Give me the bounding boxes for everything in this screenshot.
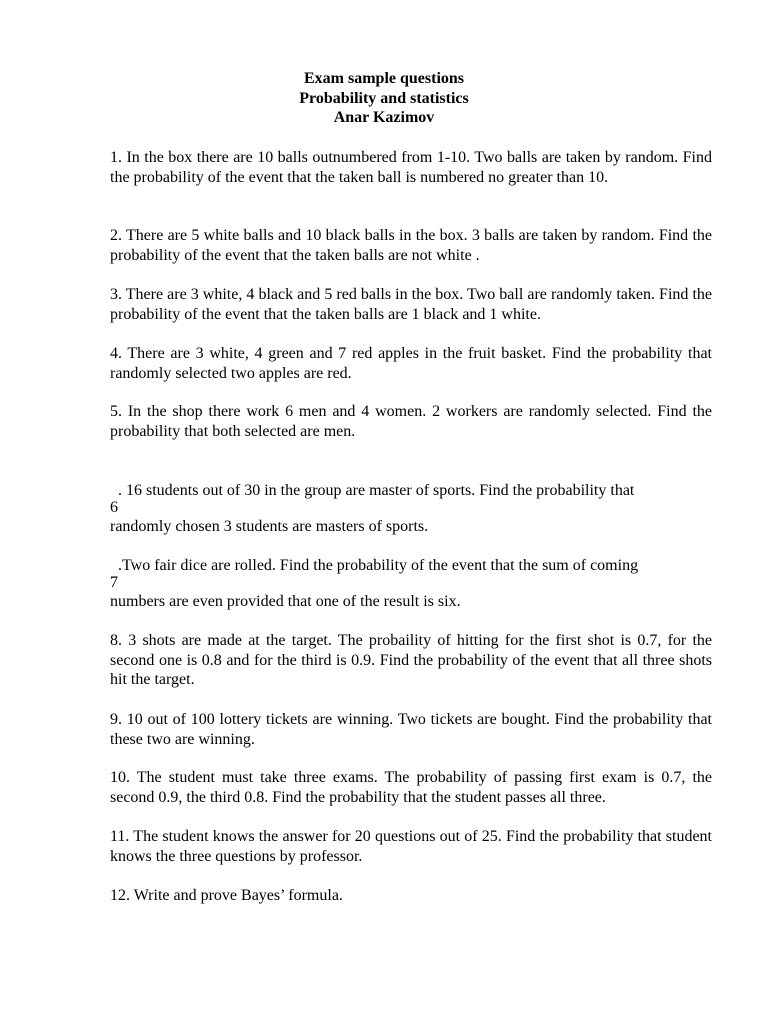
question-11-text: 11. The student knows the answer for 20 questions out of 25. Find the probability that student knows the three questions by professor. bbox=[110, 828, 712, 865]
question-3 bbox=[110, 285, 712, 324]
question-6-line-2: randomly chosen 3 students are masters of sports. bbox=[110, 518, 429, 535]
question-7-line-1: .Two fair dice are rolled. Find the probability of the event that the sum of coming bbox=[118, 557, 639, 574]
question-2-text: 2. There are 5 white balls and 10 black balls in the box. 3 balls are taken by random. Find the probability of the event that the taken balls are not white . bbox=[110, 227, 712, 264]
question-12-text: 12. Write and prove Bayes’ formula. bbox=[110, 887, 343, 904]
question-8-text: 8. 3 shots are made at the target. The probaility of hitting for the first shot is 0.7, for the second one is 0.8 and for the third is 0.9. Find the probability of the event that all three shots hit the target. bbox=[110, 632, 712, 688]
question-10 bbox=[110, 768, 712, 807]
question-9 bbox=[110, 710, 712, 749]
document-title: Exam sample questions bbox=[303, 70, 465, 87]
question-3-text: 3. There are 3 white, 4 black and 5 red balls in the box. Two ball are randomly taken. Find the probability of the event that the taken balls are 1 black and 1 white. bbox=[110, 286, 712, 323]
question-5-text: 5. In the shop there work 6 men and 4 women. 2 workers are randomly selected. Find the probability that both selected are men. bbox=[110, 403, 712, 440]
document-author: Anar Kazimov bbox=[333, 109, 435, 126]
question-4 bbox=[110, 344, 712, 383]
document-subject: Probability and statistics bbox=[299, 89, 469, 107]
question-1 bbox=[110, 148, 712, 187]
document-header bbox=[0, 69, 768, 128]
question-2 bbox=[110, 226, 712, 265]
question-6 bbox=[110, 481, 712, 501]
question-6-line-1: . 16 students out of 30 in the group are master of sports. Find the probability that bbox=[118, 482, 635, 499]
question-7-line-2: numbers are even provided that one of the result is six. bbox=[110, 593, 461, 610]
question-4-text: 4. There are 3 white, 4 green and 7 red apples in the fruit basket. Find the probability that randomly selected two apples are red. bbox=[110, 345, 712, 382]
question-11 bbox=[110, 827, 712, 866]
question-10-text: 10. The student must take three exams. The probability of passing first exam is 0.7, the second 0.9, the third 0.8. Find the probability that the student passes all three. bbox=[110, 769, 712, 806]
question-9-text: 9. 10 out of 100 lottery tickets are winning. Two tickets are bought. Find the probability that these two are winning. bbox=[110, 711, 712, 748]
question-7-continued bbox=[110, 592, 712, 612]
question-12 bbox=[110, 886, 712, 906]
question-5 bbox=[110, 402, 712, 441]
question-1-text: 1. In the box there are 10 balls outnumbered from 1-10. Two balls are taken by random. Find the probability of the event that the taken ball is numbered no greater than 10. bbox=[110, 149, 712, 186]
question-6-continued bbox=[110, 517, 712, 537]
question-7 bbox=[110, 556, 712, 576]
question-8 bbox=[110, 631, 712, 690]
question-7-number: 7 bbox=[110, 574, 118, 591]
question-6-number: 6 bbox=[110, 499, 118, 516]
